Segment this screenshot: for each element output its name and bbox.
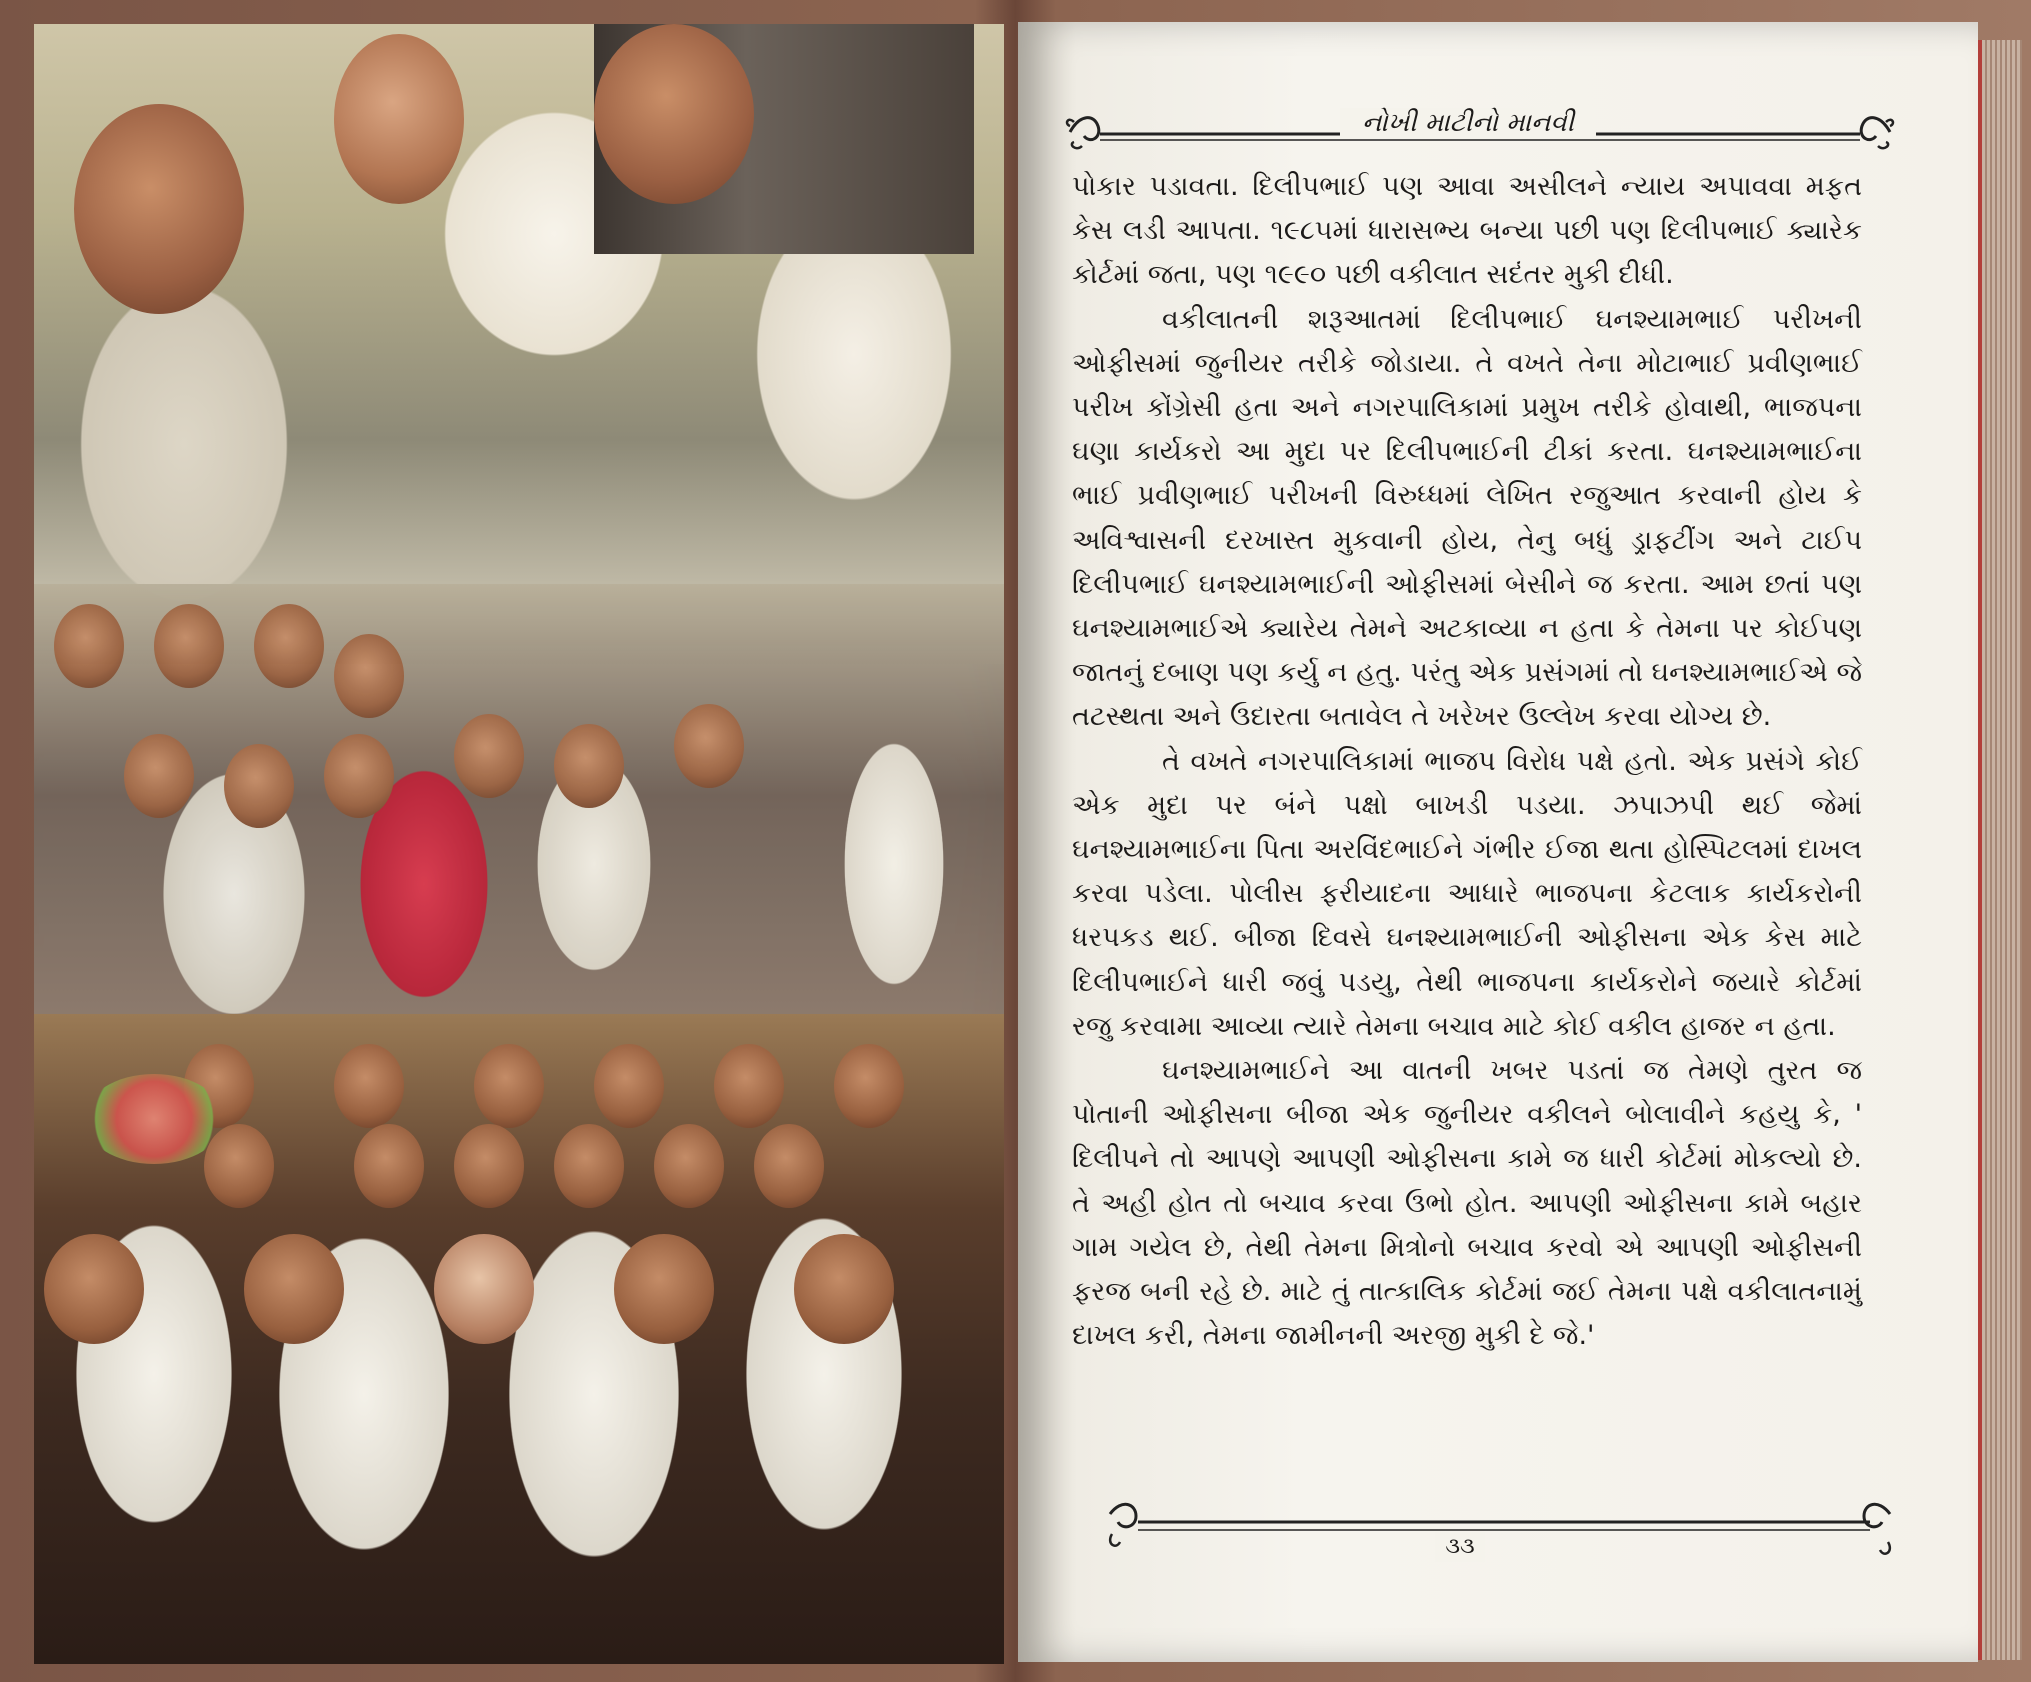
- paragraph-1: પોકાર પડાવતા. દિલીપભાઈ પણ આવા અસીલને ન્યાય અપાવવા મફત કેસ લડી આપતા. ૧૯૮૫માં ધારાસભ્ય બન્યા પછી પણ દિલીપભાઈ ક્યારેક કોર્ટમાં જતા, પણ ૧૯૯૦ પછી વકીલાત સદંતર મુકી દીધી.: [1072, 171, 1862, 291]
- person-head: [334, 34, 464, 204]
- flower-bouquet: [84, 1074, 224, 1164]
- page-edges: [1978, 40, 2022, 1660]
- running-header-title: નોખી માટીનો માનવી: [1340, 108, 1596, 139]
- photo-people-row: [34, 604, 1004, 684]
- photo-leaders-greeting: [34, 24, 1004, 664]
- paragraph-3: તે વખતે નગરપાલિકામાં ભાજપ વિરોધ પક્ષે હતો. એક પ્રસંગે કોઈ એક મુદા પર બંને પક્ષો બાખડી પડયા. ઝપાઝપી થઈ જેમાં ઘનશ્યામભાઈના પિતા અરવિંદભાઈને ગંભીર ઈજા થતા હોસ્પિટલમાં દાખલ કરવા પડેલા. પોલીસ ફરીયાદના આધારે ભાજપના કેટલાક કાર્યકરોની ધરપકડ થઈ. બીજા દિવસે ઘનશ્યામભાઈની ઓફીસના એક કેસ માટે દિલીપભાઈને ધારી જવું પડયુ, તેથી ભાજપના કાર્યકરોને જયારે કોર્ટમાં રજુ કરવામા આવ્યા ત્યારે તેમના બચાવ માટે કોઈ વકીલ હાજર ન હતા.: [1072, 745, 1862, 1042]
- footer-ornament-rule: [1100, 1500, 1900, 1560]
- paragraph-2: વકીલાતની શરૂઆતમાં દિલીપભાઈ ઘનશ્યામભાઈ પરીખની ઓફીસમાં જુનીયર તરીકે જોડાયા. તે વખતે તેના મોટાભાઈ પ્રવીણભાઈ પરીખ કોંગ્રેસી હતા અને નગરપાલિકામાં પ્રમુખ તરીકે હોવાથી, ભાજપના ઘણા કાર્યકરો આ મુદા પર દિલીપભાઈની ટીકાં કરતા. ઘનશ્યામભાઈના ભાઈ પ્રવીણભાઈ પરીખની વિરુધ્ધમાં લેખિત રજુઆત કરવાની હોય કે અવિશ્વાસની દરખાસ્ત મુકવાની હોય, તેનુ બધું ડ્રાફટીંગ અને ટાઈપ દિલીપભાઈ ઘનશ્યામભાઈની ઓફીસમાં બેસીને જ કરતા. આમ છતાં પણ ઘનશ્યામભાઈએ ક્યારેય તેમને અટકાવ્યા ન હતા કે તેમના પર કોઈપણ જાતનું દબાણ પણ કર્યુ ન હતુ. પરંતુ એક પ્રસંગમાં તો ઘનશ્યામભાઈએ જે તટસ્થતા અને ઉદારતા બતાવેલ તે ખરેખર ઉલ્લેખ કરવા યોગ્ય છે.: [1072, 303, 1862, 733]
- person-head: [594, 24, 754, 204]
- person-head: [74, 104, 244, 314]
- body-text: [1072, 165, 1862, 1358]
- paragraph-4: ઘનશ્યામભાઈને આ વાતની ખબર પડતાં જ તેમણે તુરત જ પોતાની ઓફીસના બીજા એક જુનીયર વકીલને બોલાવીને કહયુ કે, ' દિલીપને તો આપણે આપણી ઓફીસના કામે જ ધારી કોર્ટમાં મોકલ્યો છે. તે અહી હોત તો બચાવ કરવા ઉભો હોત. આપણી ઓફીસના કામે બહાર ગામ ગયેલ છે, તેથી તેમના મિત્રોનો બચાવ કરવો એ આપણી ઓફીસની ફરજ બની રહે છે. માટે તું તાત્કાલિક કોર્ટમાં જઈ તેમના પક્ષે વકીલાતનામું દાખલ કરી, તેમના જામીનની અરજી મુકી દે જે.': [1072, 1055, 1862, 1352]
- photo-group-gathering: [34, 584, 1004, 1054]
- photo-page: [34, 24, 1004, 1664]
- photo-people-row: [34, 734, 1004, 814]
- page-number: ૩૩: [1435, 1532, 1485, 1562]
- photo-audience-row: [34, 1234, 1004, 1314]
